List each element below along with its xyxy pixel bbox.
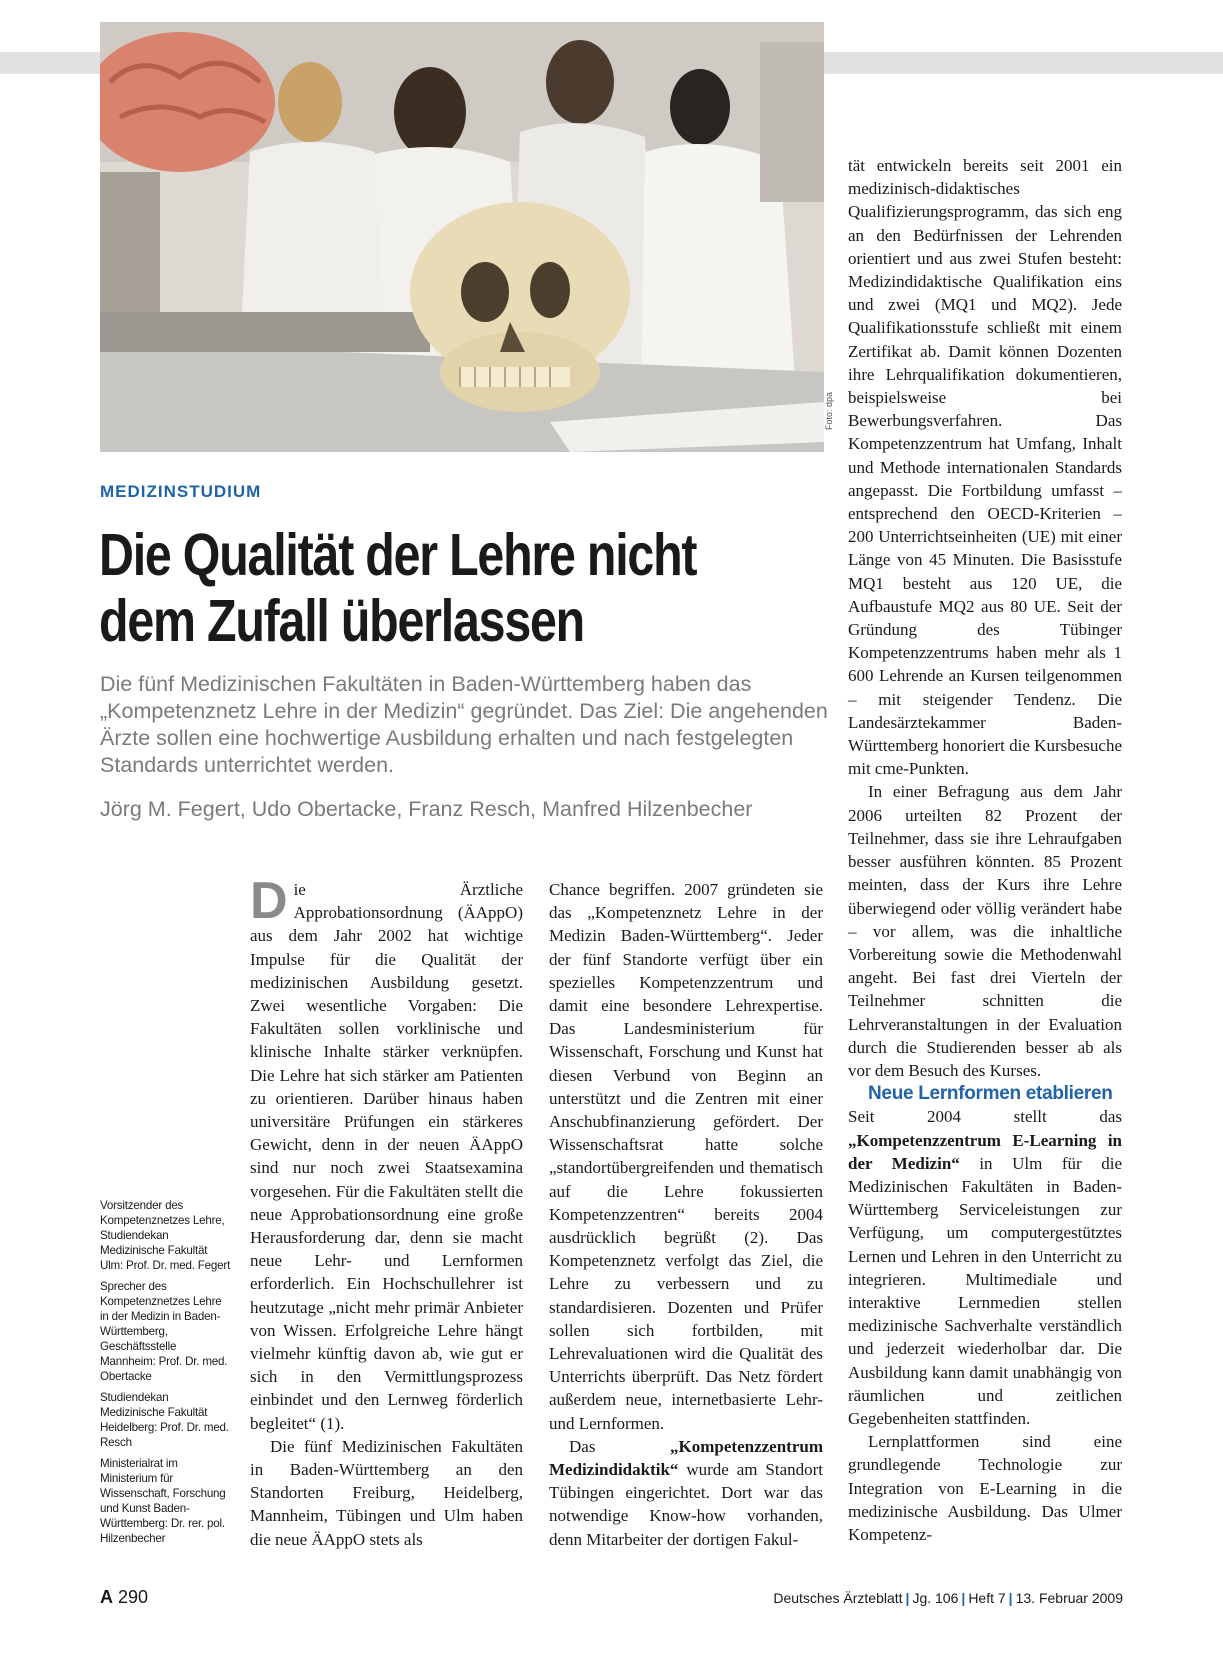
section-kicker: MEDIZINSTUDIUM	[100, 482, 262, 501]
footer-separator: |	[905, 1590, 910, 1606]
body-column-2	[549, 878, 823, 1551]
headline	[99, 522, 722, 654]
page-number-value: 290	[118, 1587, 149, 1607]
body-column-3	[848, 154, 1122, 1546]
body-paragraph: In einer Befragung aus dem Jahr 2006 urteilten 82 Prozent der Teilnehmer, dass sie ihre Lehraufgaben besser ausführen könnten. 85 Prozent meinten, dass der Kurs ihre Lehre überwiegend oder völlig verändert habe – vor allem, was die inhaltliche Vorbereitung sowie die Methodenwahl angeht. Bei fast drei Vierteln der Teilnehmer schnitten die Lehrveranstaltungen in der Evaluation durch die Studierenden besser ab als vor dem Besuch des Kurses.	[848, 782, 1122, 1080]
photo-credit: Foto: dpa	[824, 391, 834, 430]
paragraph-text: wurde am Standort Tübingen eingerichtet. Dort war das notwendige Know-how vorhanden, denn Mitarbeiter der dortigen Fakul-	[549, 1460, 823, 1549]
paragraph-text: in Ulm für die Medizinischen Fakultäten in Baden-Württemberg Serviceleistungen zur Verfügung, um computergestütztes Lernen und Lehren in den Unterricht zu integrieren. Multimediale und interaktive Lernmedien stellen medizinische Sachverhalte verständlich und jederzeit wiederholbar dar. Die Ausbildung kann damit unabhängig von räumlichen und zeitlichen Gegebenheiten stattfinden.	[848, 1153, 1122, 1428]
paragraph-text: Seit 2004 stellt das	[848, 1107, 1122, 1127]
journal-name: Deutsches Ärzteblatt	[773, 1590, 903, 1606]
article-authors: Jörg M. Fegert, Udo Obertacke, Franz Resch, Manfred Hilzenbecher	[100, 797, 753, 821]
drop-cap: D	[250, 872, 288, 930]
footer-separator: |	[961, 1590, 966, 1606]
journal-date: 13. Februar 2009	[1015, 1590, 1123, 1606]
author-bios	[100, 1198, 232, 1552]
author-bio: Ministerialrat im Ministerium für Wissenschaft, Forschung und Kunst Baden-Württemberg: Dr. rer. pol. Hilzenbecher	[100, 1457, 226, 1545]
subheading: Neue Lernformen etablieren	[868, 1083, 1113, 1105]
journal-volume: Jg. 106	[912, 1590, 959, 1606]
footer-separator: |	[1008, 1590, 1013, 1606]
body-paragraph	[549, 1435, 823, 1551]
body-paragraph: Die fünf Medizinischen Fakultäten in Baden-Württemberg an den Standorten Freiburg, Heidelberg, Mannheim, Tübingen und Ulm haben die neue ÄAppO stets als	[250, 1436, 523, 1549]
section-letter: A	[100, 1587, 113, 1607]
headline-line-2: dem Zufall überlassen	[99, 588, 585, 654]
bold-term: „Kompetenzzentrum Medizindidaktik“	[549, 1436, 823, 1480]
headline-line-1: Die Qualität der Lehre nicht	[99, 522, 697, 588]
paragraph-text: Das	[569, 1436, 671, 1456]
author-bio: Studiendekan Medizinische Fakultät Heidelberg: Prof. Dr. med. Resch	[100, 1391, 229, 1449]
body-paragraph: Lernplattformen sind eine grundlegende Technologie zur Integration von E-Learning in die medizinische Ausbildung. Das Ulmer Kompetenz-	[848, 1432, 1122, 1544]
body-paragraph: tät entwickeln bereits seit 2001 ein medizinisch-didaktisches Qualifizierungsprogramm, das sich eng an den Bedürfnissen der Lehrenden orientiert und aus zwei Stufen besteht: Medizindidaktische Qualifikation eins und zwei (MQ1 und MQ2). Jede Qualifikationsstufe schließt mit einem Zertifikat ab. Damit können Dozenten ihre Lehrqualifikation dokumentieren, beispielsweise bei Bewerbungsverfahren. Das Kompetenzzentrum hat Umfang, Inhalt und Methode internationalen Standards angepasst. Die Fortbildung umfasst – entsprechend den OECD-Kriterien – 200 Unterrichtseinheiten (UE) mit einer Länge von 45 Minuten. Die Basisstufe MQ1 besteht aus 120 UE, die Aufbaustufe MQ2 aus 80 UE. Seit der Gründung des Tübinger Kompetenzzentrums haben mehr als 1 600 Lehrende an Kursen teilgenommen – mit steigender Tendenz. Die Landesärztekammer Baden-Württemberg honoriert die Kursbesuche mit cme-Punkten.	[848, 156, 1122, 779]
journal-issue: Heft 7	[968, 1590, 1006, 1606]
paragraph-text: ie Ärztliche Approbationsordnung (ÄAppO) aus dem Jahr 2002 hat wichtige Impulse für die Qualität der medizinischen Ausbildung gesetzt. Zwei wesentliche Vorgaben: Die Fakultäten sollen vorklinische und klinische Inhalte stärker verknüpfen. Die Lehre hat sich stärker am Patienten zu orientieren. Darüber hinaus haben universitäre Prüfungen ein stärkeres Gewicht, denn in der neuen ÄAppO sind nur noch zwei Staatsexamina vorgesehen. Für die Fakultäten stellt die neue Approbationsordnung eine große Herausforderung dar, denn sie macht neue Lehr- und Lernformen erforderlich. Ein Hochschullehrer ist heutzutage „nicht mehr primär Anbieter von Wissen. Erfolgreiche Lehre hängt vielmehr künftig davon ab, wie gut er sich in den Vermittlungsprozess einbindet und den Lernweg förderlich begleitet“ (1).	[250, 880, 523, 1433]
body-paragraph	[848, 1105, 1122, 1430]
body-paragraph	[250, 872, 523, 1435]
bold-term: „Kompetenzzentrum E-Learning in der Medizin“	[848, 1130, 1122, 1173]
author-bio: Sprecher des Kompetenznetzes Lehre in der Medizin in Baden-Württemberg, Geschäftsstelle Mannheim: Prof. Dr. med. Obertacke	[100, 1280, 228, 1383]
article-intro: Die fünf Medizinischen Fakultäten in Baden-Württemberg haben das „Kompetenznetz Lehre in der Medizin“ gegründet. Das Ziel: Die angehenden Ärzte sollen eine hochwertige Ausbildung erhalten und nach festgelegten Standards unterrichtet werden.	[100, 672, 828, 777]
photo-illustration	[100, 22, 824, 452]
page-number	[100, 1587, 148, 1608]
body-paragraph: Chance begriffen. 2007 gründeten sie das „Kompetenznetz Lehre in der Medizin Baden-Württemberg“. Jeder der fünf Standorte verfügt über ein spezielles Kompetenzzentrum und damit eine besondere Lehrexpertise. Das Landesministerium für Wissenschaft, Forschung und Kunst hat diesen Verbund von Beginn an unterstützt und die Zentren mit einer Anschubfinanzierung gefördert. Der Wissenschaftsrat hatte solche „standortübergreifenden und thematisch auf die Lehre fokussierten Kompetenzzentren“ bereits 2004 ausdrücklich begrüßt (2). Das Kompetenznetz verfolgt das Ziel, die Lehre zu verbessern und zu standardisieren. Dozenten und Prüfer sollen sich fortbilden, mit Lehrevaluationen wird die Qualität des Unterrichts überprüft. Das Netz fördert außerdem neue, internetbasierte Lehr- und Lernformen.	[549, 880, 823, 1433]
journal-footer	[773, 1590, 1123, 1606]
author-bio: Vorsitzender des Kompetenznetzes Lehre, Studiendekan Medizinische Fakultät Ulm: Prof. Dr. med. Fegert	[100, 1199, 231, 1272]
article-photo	[100, 22, 824, 452]
body-column-1	[250, 872, 523, 1551]
